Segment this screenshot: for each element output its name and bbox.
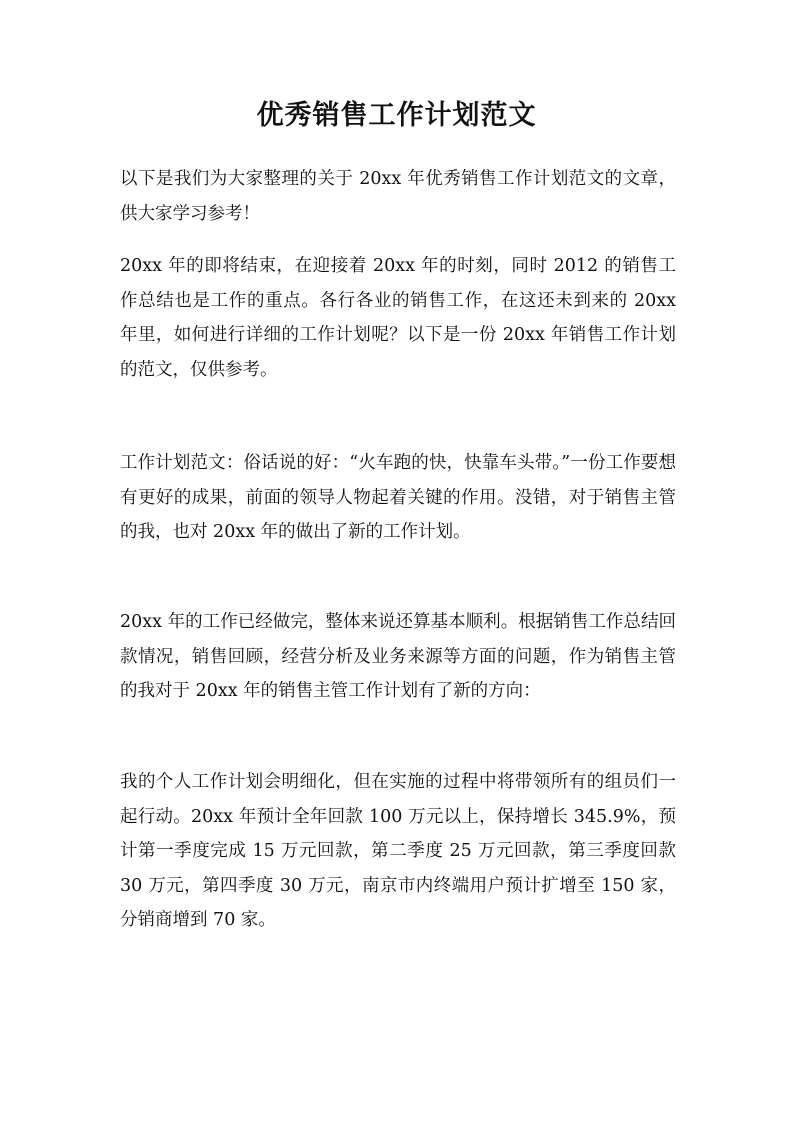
paragraph-work-review: 20xx 年的工作已经做完，整体来说还算基本顺利。根据销售工作总结回款情况，销售回顾，经营分析及业务来源等方面的问题，作为销售主管的我对于 20xx 年的销售主管工作计划有了新的方向： [120,612,676,701]
paragraph-year-end: 20xx 年的即将结束，在迎接着 20xx 年的时刻，同时 2012 的销售工作总结也是工作的重点。各行各业的销售工作，在这还未到来的 20xx 年里，如何进行详细的工作计划呢？以下是一份 20xx 年销售工作计划的范文，仅供参考。 [120,256,676,380]
paragraph-intro: 以下是我们为大家整理的关于 20xx 年优秀销售工作计划范文的文章，供大家学习参考！ [120,169,676,224]
paragraph-plan-sample: 工作计划范文：俗话说的好：“火车跑的快，快靠车头带。”一份工作要想有更好的成果，前面的领导人物起着关键的作用。没错，对于销售主管的我，也对 20xx 年的做出了新的工作计划。 [120,453,676,542]
paragraph-personal-plan: 我的个人工作计划会明细化，但在实施的过程中将带领所有的组员们一起行动。20xx 年预计全年回款 100 万元以上，保持增长 345.9%，预计第一季度完成 15 万元回款，第二季度 25 万元回款，第三季度回款 30 万元，第四季度 30 万元，南京市内终端用户预计扩增至 150 家，分销商增到 70 家。 [120,772,676,930]
document-title: 优秀销售工作计划范文 [256,100,537,131]
